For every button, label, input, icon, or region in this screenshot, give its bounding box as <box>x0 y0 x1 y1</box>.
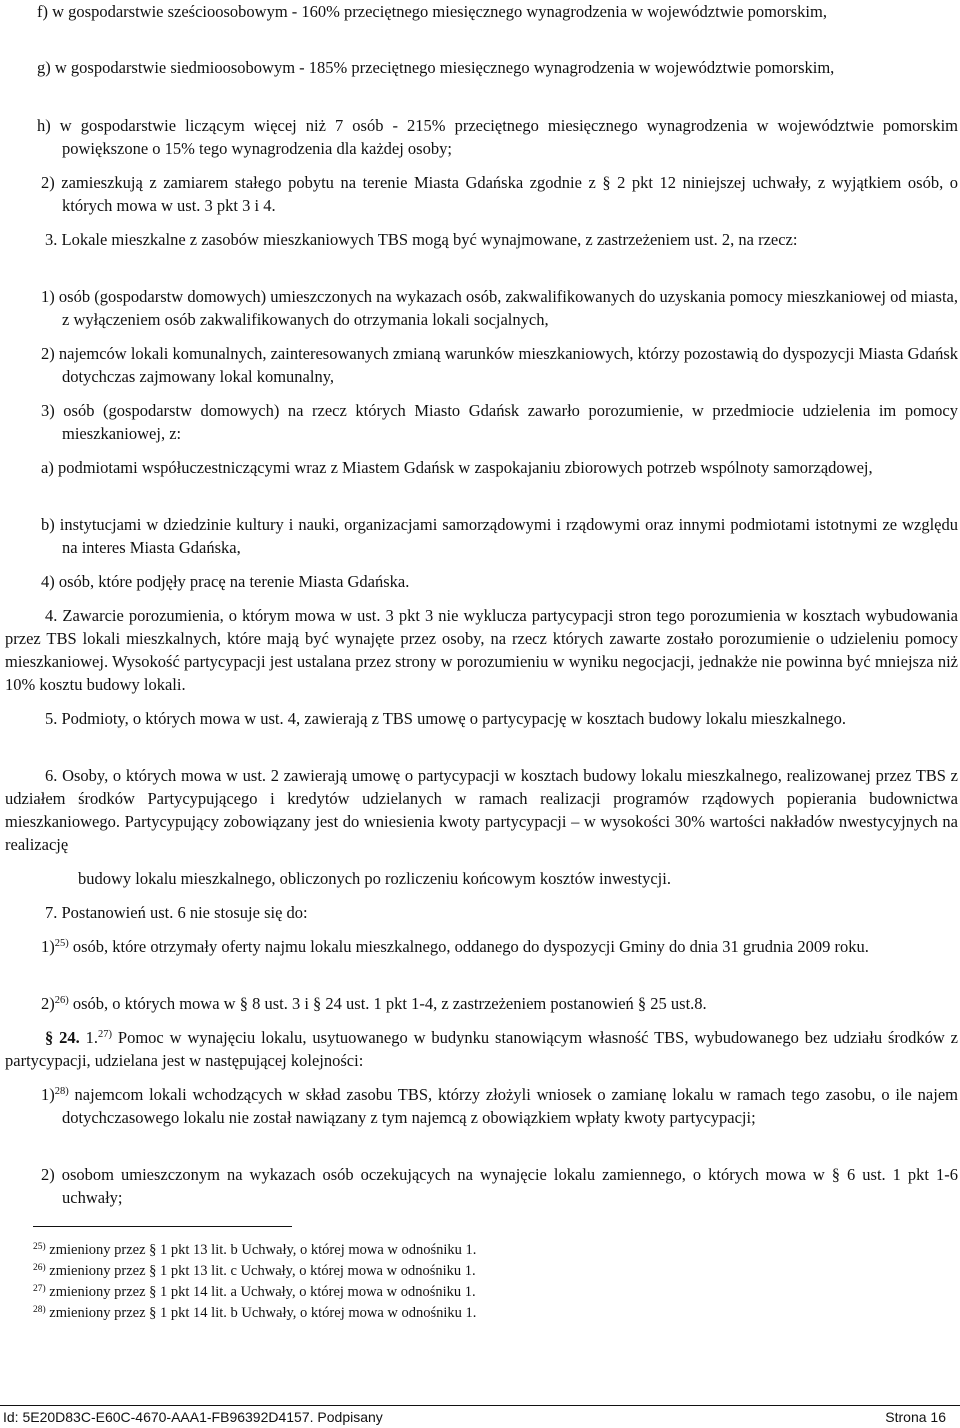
paragraph-number: § 24. <box>45 1028 80 1047</box>
section-3-point-3: 3) osób (gospodarstw domowych) na rzecz których Miasto Gdańsk zawarło porozumienie, w przedmiocie udzielenia im pomocy mieszkaniowej, z: <box>41 401 958 443</box>
footnote-text: zmieniony przez § 1 pkt 13 lit. b Uchwały, o której mowa w odnośniku 1. <box>45 1242 477 1258</box>
footnote-ref-26[interactable]: 26) <box>54 995 69 1006</box>
footnote-ref-25[interactable]: 25) <box>54 938 69 949</box>
section-3: 3. Lokale mieszkalne z zasobów mieszkaniowych TBS mogą być wynajmowane, z zastrzeżeniem ust. 2, na rzecz: <box>45 230 798 249</box>
section-6-continuation: budowy lokalu mieszkalnego, obliczonych po rozliczeniu końcowym kosztów inwestycji. <box>78 869 671 888</box>
footnote-text: zmieniony przez § 1 pkt 14 lit. b Uchwały, o której mowa w odnośniku 1. <box>45 1305 477 1321</box>
footnote-ref-28[interactable]: 28) <box>54 1086 69 1097</box>
section-6: 6. Osoby, o których mowa w ust. 2 zawierają umowę o partycypacji w kosztach budowy lokalu mieszkalnego, realizowanej przez TBS z udziałem środków Partycypującego i kredytów udzielanych w ramach realizacji programów rządowych popierania budownictwa mieszkaniowego. Partycypujący zobowiązany jest do wniesienia kwoty partycypacji – w wysokości 30% wartości nakładów nwestycyjnych na realizację <box>5 766 958 854</box>
point-number: 2) <box>41 994 55 1013</box>
paragraph-24-point-2: 2) osobom umieszczonym na wykazach osób oczekujących na wynajęcie lokalu zamiennego, o których mowa w § 6 ust. 1 pkt 1-6 uchwały; <box>41 1165 958 1207</box>
page-number: Strona 16 <box>885 1409 946 1425</box>
footnote-ref-27[interactable]: 27) <box>98 1029 113 1040</box>
footnote-text: zmieniony przez § 1 pkt 14 lit. a Uchwały, o której mowa w odnośniku 1. <box>45 1284 476 1300</box>
document-id: Id: 5E20D83C-E60C-4670-AAA1-FB96392D4157. Podpisany <box>3 1409 383 1425</box>
point-2: 2) zamieszkują z zamiarem stałego pobytu na terenie Miasta Gdańska zgodnie z § 2 pkt 12 niniejszej uchwały, z wyjątkiem osób, o których mowa w ust. 3 pkt 3 i 4. <box>41 173 958 215</box>
footnote-25 <box>33 1240 476 1260</box>
section-7: 7. Postanowień ust. 6 nie stosuje się do: <box>45 903 308 922</box>
footnote-26 <box>33 1261 476 1281</box>
footnote-28 <box>33 1303 476 1323</box>
item-g: g) w gospodarstwie siedmioosobowym - 185% przeciętnego miesięcznego wynagrodzenia w województwie pomorskim, <box>37 58 835 77</box>
section-3-point-4: 4) osób, które podjęły pracę na terenie Miasta Gdańska. <box>41 572 410 591</box>
point-text: osób, o których mowa w § 8 ust. 3 i § 24 ust. 1 pkt 1-4, z zastrzeżeniem postanowień § 25 ust.8. <box>68 994 707 1013</box>
point-text: najemcom lokali wchodzących w skład zasobu TBS, którzy złożyli wniosek o zamianę lokalu w ramach tego zasobu, o ile najem dotychczasowego lokalu nie został nawiązany z tym najemcą z obowiązkiem wpłaty kwoty partycypacji; <box>62 1085 958 1127</box>
section-7-point-2 <box>41 992 958 1015</box>
section-7-point-1 <box>41 935 958 958</box>
section-4: 4. Zawarcie porozumienia, o którym mowa w ust. 3 pkt 3 nie wyklucza partycypacji stron tego porozumienia w kosztach wybudowania przez TBS lokali mieszkalnych, które mają być wynajęte przez osoby, na rzecz których zawarte zostało porozumienie o udzieleniu pomocy mieszkaniowej. Wysokość partycypacji jest ustalana przez strony w porozumieniu w wyniku negocjacji, jednakże nie powinna być mniejsza niż 10% kosztu budowy lokali. <box>5 606 958 694</box>
footer-separator <box>0 1405 960 1406</box>
paragraph-24-point-1 <box>41 1083 958 1129</box>
footnote-separator <box>33 1226 292 1227</box>
section-number: 1. <box>79 1028 99 1047</box>
footnote-number: 25) <box>33 1242 46 1252</box>
footnote-text: zmieniony przez § 1 pkt 13 lit. c Uchwały, o której mowa w odnośniku 1. <box>45 1263 476 1279</box>
item-h: h) w gospodarstwie liczącym więcej niż 7 osób - 215% przeciętnego miesięcznego wynagrodzenia w województwie pomorskim powiększone o 15% tego wynagrodzenia dla każdej osoby; <box>37 116 958 158</box>
paragraph-text: Pomoc w wynajęciu lokalu, usytuowanego w budynku stanowiącym własność TBS, wybudowanego bez udziału środków z partycypacji, udzielana jest w następującej kolejności: <box>5 1028 959 1070</box>
footnote-27 <box>33 1282 476 1302</box>
point-number: 1) <box>41 1085 55 1104</box>
footnote-number: 28) <box>33 1305 46 1315</box>
point-text: osób, które otrzymały oferty najmu lokalu mieszkalnego, oddanego do dyspozycji Gminy do dnia 31 grudnia 2009 roku. <box>68 937 869 956</box>
section-3-point-1: 1) osób (gospodarstw domowych) umieszczonych na wykazach osób, zakwalifikowanych do uzyskania pomocy mieszkaniowej od miasta, z wyłączeniem osób zakwalifikowanych do otrzymania lokali socjalnych, <box>41 287 958 329</box>
item-f: f) w gospodarstwie sześcioosobowym - 160% przeciętnego miesięcznego wynagrodzenia w województwie pomorskim, <box>37 2 827 21</box>
point-number: 1) <box>41 937 55 956</box>
section-3-point-2: 2) najemców lokali komunalnych, zainteresowanych zmianą warunków mieszkaniowych, którzy pozostawią do dyspozycji Miasta Gdańsk dotychczas zajmowany lokal komunalny, <box>41 344 958 386</box>
footnote-number: 27) <box>33 1284 46 1294</box>
section-5: 5. Podmioty, o których mowa w ust. 4, zawierają z TBS umowę o partycypację w kosztach budowy lokalu mieszkalnego. <box>45 709 846 728</box>
footnote-number: 26) <box>33 1263 46 1273</box>
paragraph-24 <box>5 1026 958 1072</box>
section-3-point-3b: b) instytucjami w dziedzinie kultury i nauki, organizacjami samorządowymi i rządowymi oraz innymi podmiotami istotnymi ze względu na interes Miasta Gdańska, <box>41 515 958 557</box>
section-3-point-3a: a) podmiotami współuczestniczącymi wraz z Miastem Gdańsk w zaspokajaniu zbiorowych potrzeb wspólnoty samorządowej, <box>41 458 873 477</box>
